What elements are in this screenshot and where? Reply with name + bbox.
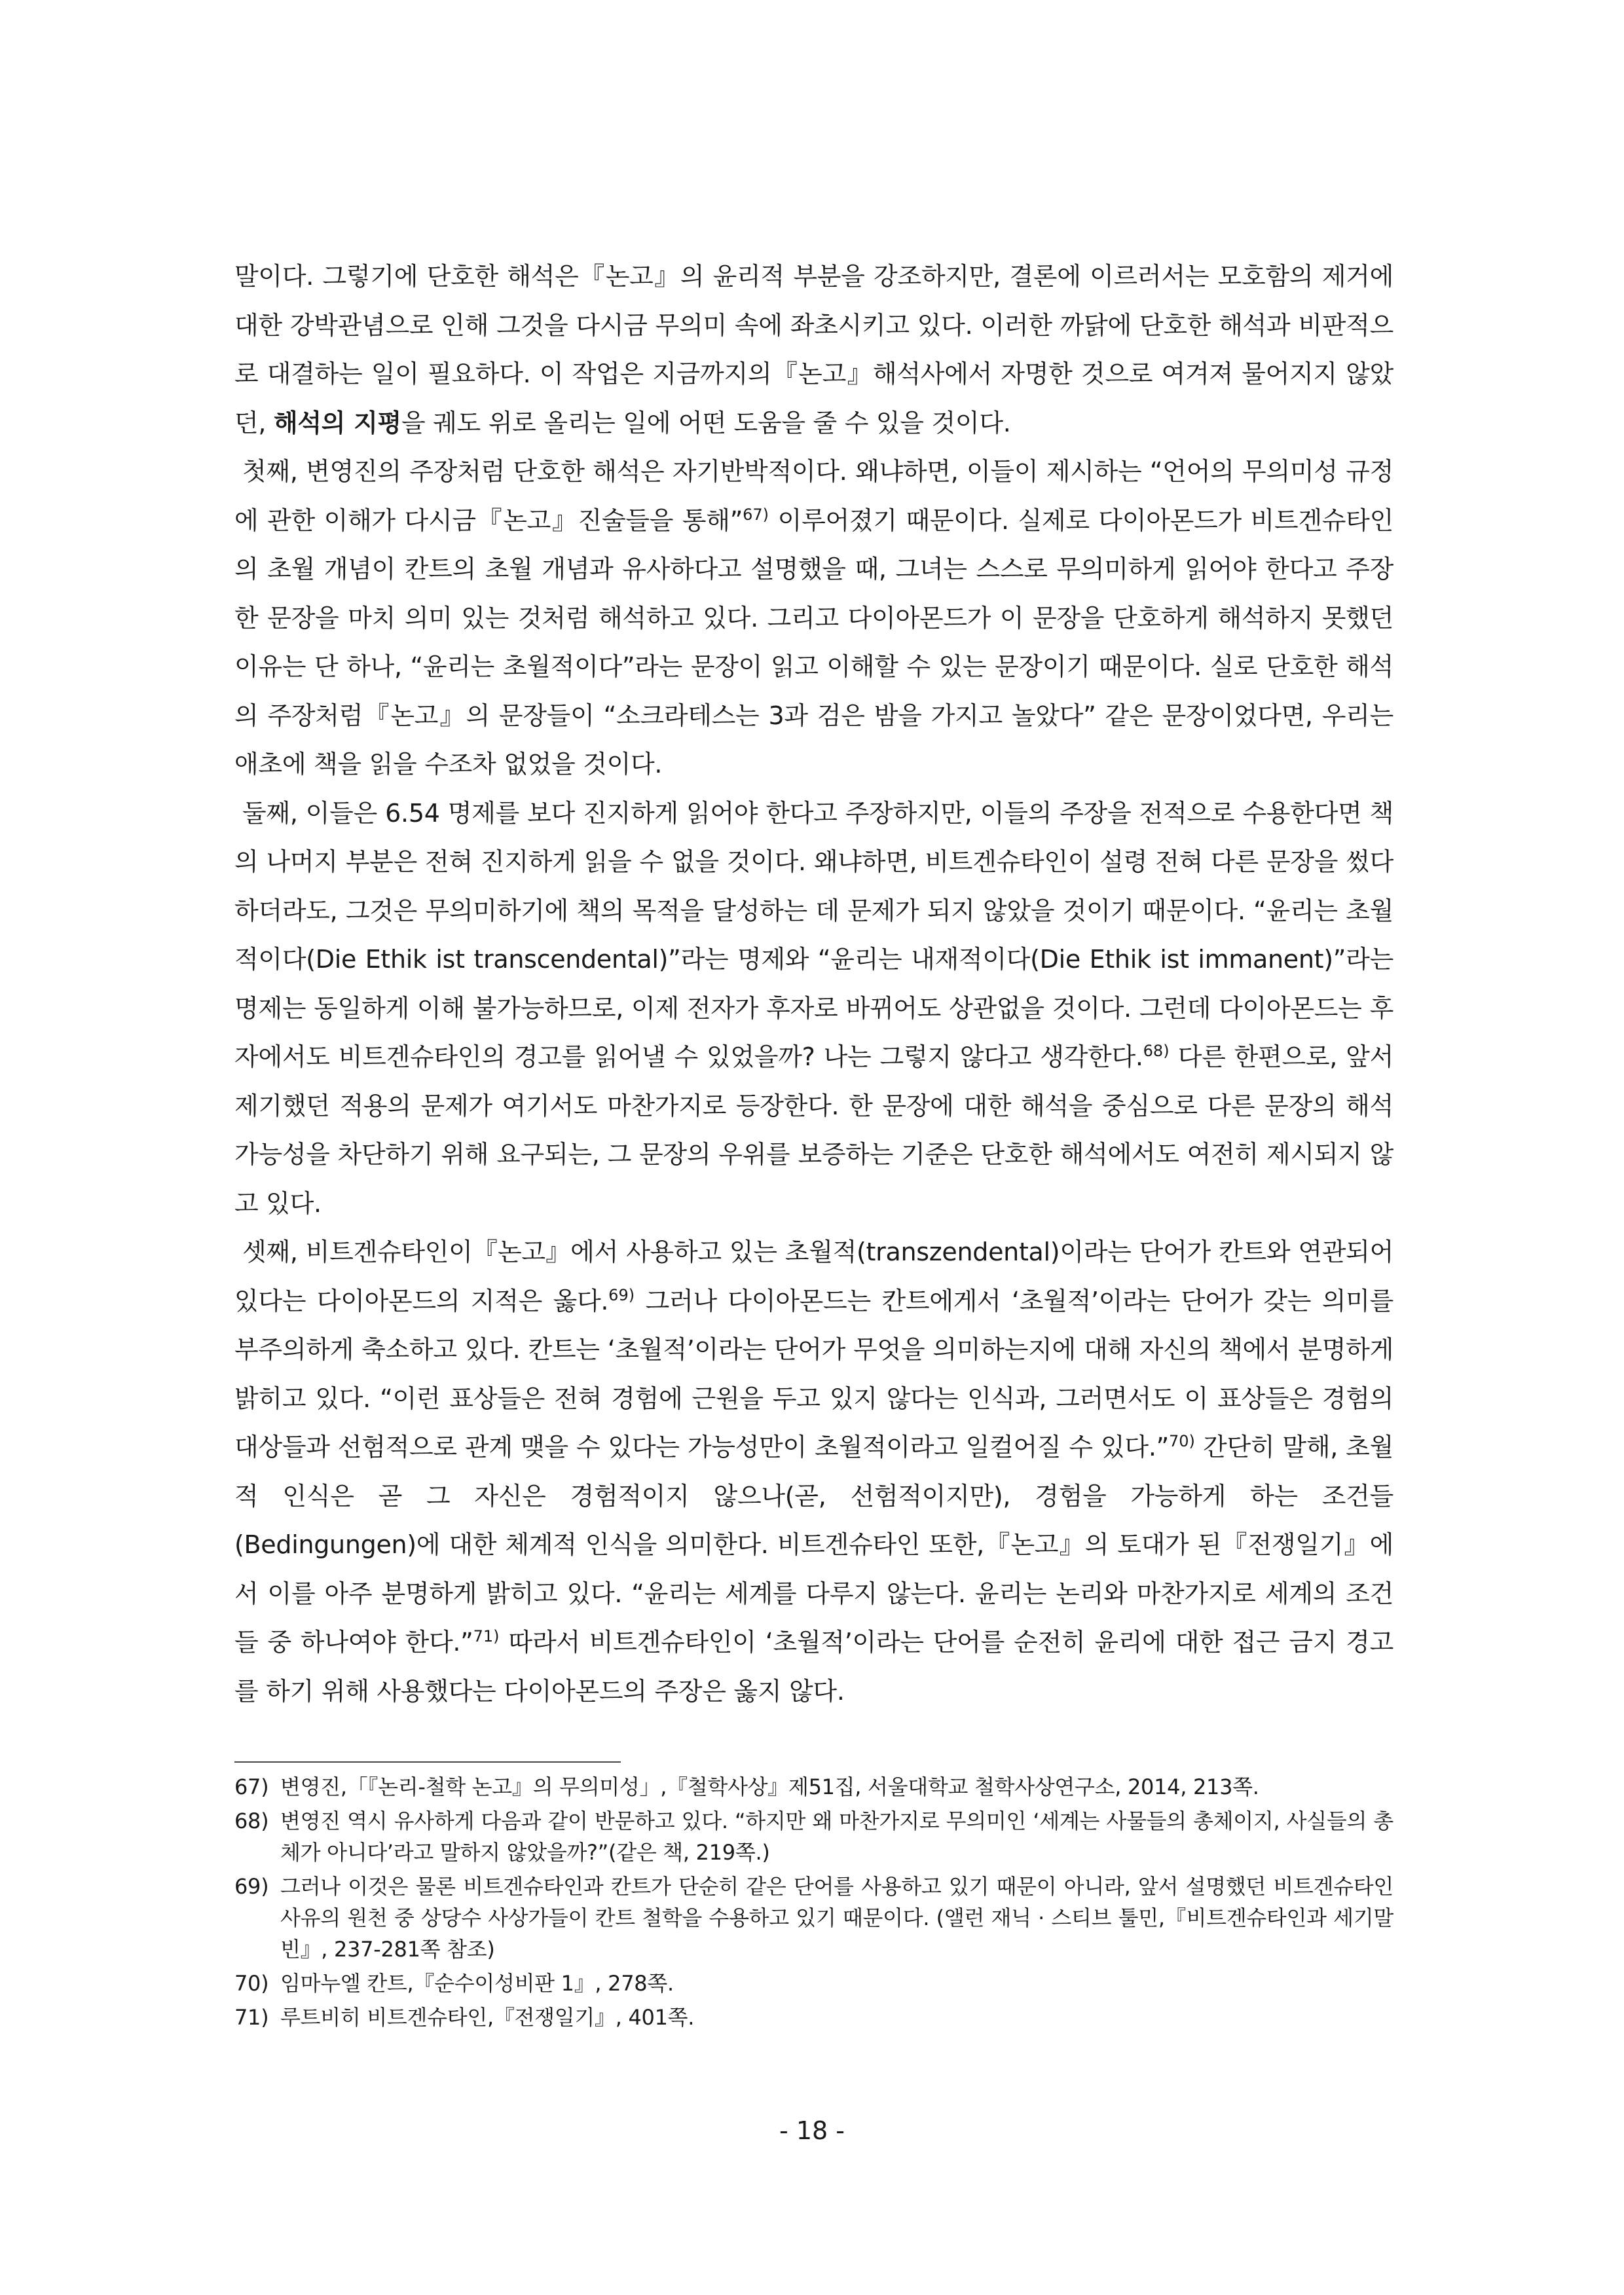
paragraph-second [234,789,1393,1228]
footnote-item [234,1968,1393,1999]
paragraph-intro [234,252,1393,447]
paragraph-text: 말이다. 그렇기에 단호한 해석은『논고』의 윤리적 부분을 강조하지만, 결론에 이르러서는 모호함의 제거에 대한 강박관념으로 인해 그것을 다시금 무의미 속에 좌초시키고 있다. 이러한 까닭에 단호한 해석과 비판적으로 대결하는 일이 필요하다. 이 작업은 지금까지의『논고』해석사에서 자명한 것으로 여겨져 물어지지 않았던, [234,262,1393,437]
paragraph-third [234,1228,1393,1716]
footnote-item [234,1805,1393,1868]
footnote-number: 70) [234,1971,269,1996]
footnote-item [234,1871,1393,1965]
footnote-text: 임마누엘 칸트,『순수이성비판 1』, 278쪽. [280,1971,674,1996]
footnote-ref[interactable]: 67) [743,505,769,524]
paragraph-text: 을 궤도 위로 올리는 일에 어떤 도움을 줄 수 있을 것이다. [401,408,1011,437]
body-text [234,252,1393,1716]
footnote-number: 69) [234,1874,269,1899]
footnote-divider [234,1761,621,1763]
footnote-text: 그러나 이것은 물론 비트겐슈타인과 칸트가 단순히 같은 단어를 사용하고 있기 때문이 아니라, 앞서 설명했던 비트겐슈타인 사유의 원천 중 상당수 사상가들이 칸트 철학을 수용하고 있기 때문이다. (앨런 재닉 · 스티브 툴민,『비트겐슈타인과 세기말 빈』, 237-281쪽 참조) [280,1874,1393,1962]
footnote-text: 변영진 역시 유사하게 다음과 같이 반문하고 있다. “하지만 왜 마찬가지로 무의미인 ‘세계는 사물들의 총체이지, 사실들의 총체가 아니다’라고 말하지 않았을까?”(같은 책, 219쪽.) [280,1808,1393,1865]
footnote-number: 71) [234,2005,269,2030]
paragraph-text: 첫째, 변영진의 주장처럼 단호한 해석은 자기반박적이다. 왜냐하면, 이들이 제시하는 “언어의 무의미성 규정에 관한 이해가 다시금『논고』진술들을 통해” [234,457,1393,535]
paragraph-text: 셋째, 비트겐슈타인이『논고』에서 사용하고 있는 초월적(transzendental)이라는 단어가 칸트와 연관되어 있다는 다이아몬드의 지적은 옳다. [234,1238,1393,1315]
footnote-number: 68) [234,1808,269,1833]
footnote-text: 변영진,「『논리-철학 논고』의 무의미성」,『철학사상』제51집, 서울대학교 철학사상연구소, 2014, 213쪽. [280,1774,1259,1799]
paragraph-text: 그러나 다이아몬드는 칸트에게서 ‘초월적’이라는 단어가 갖는 의미를 부주의하게 축소하고 있다. 칸트는 ‘초월적’이라는 단어가 무엇을 의미하는지에 대해 자신의 책에서 분명하게 밝히고 있다. “이런 표상들은 전혀 경험에 근원을 두고 있지 않다는 인식과, 그러면서도 이 표상들은 경험의 대상들과 선험적으로 관계 맺을 수 있다는 가능성만이 초월적이라고 일컬어질 수 있다.” [234,1286,1393,1461]
footnotes [234,1771,1393,2036]
emphasis-term: 해석의 지평 [273,408,401,437]
footnote-ref[interactable]: 69) [608,1285,635,1304]
paragraph-text: 둘째, 이들은 6.54 명제를 보다 진지하게 읽어야 한다고 주장하지만, 이들의 주장을 전적으로 수용한다면 책의 나머지 부분은 전혀 진지하게 읽을 수 없을 것이다. 왜냐하면, 비트겐슈타인이 설령 전혀 다른 문장을 썼다 하더라도, 그것은 무의미하기에 책의 목적을 달성하는 데 문제가 되지 않았을 것이기 때문이다. “윤리는 초월적이다(Die Ethik ist transcendental)”라는 명제와 “윤리는 내재적이다(Die Ethik ist immanent)”라는 명제는 동일하게 이해 불가능하므로, 이제 전자가 후자로 바뀌어도 상관없을 것이다. 그런데 다이아몬드는 후자에서도 비트겐슈타인의 경고를 읽어낼 수 있었을까? 나는 그렇지 않다고 생각한다. [234,798,1393,1071]
footnote-text: 루트비히 비트겐슈타인,『전쟁일기』, 401쪽. [280,2005,695,2030]
paragraph-first [234,447,1393,789]
footnote-ref[interactable]: 71) [473,1627,500,1645]
paragraph-text: 간단히 말해, 초월적 인식은 곧 그 자신은 경험적이지 않으나(곧, 선험적이지만), 경험을 가능하게 하는 조건들(Bedingungen)에 대한 체계적 인식을 의미한다. 비트겐슈타인 또한,『논고』의 토대가 된『전쟁일기』에서 이를 아주 분명하게 밝히고 있다. “윤리는 세계를 다루지 않는다. 윤리는 논리와 마찬가지로 세계의 조건들 중 하나여야 한다.” [234,1433,1393,1657]
footnote-ref[interactable]: 68) [1143,1042,1170,1060]
paragraph-text: 이루어졌기 때문이다. 실제로 다이아몬드가 비트겐슈타인의 초월 개념이 칸트의 초월 개념과 유사하다고 설명했을 때, 그녀는 스스로 무의미하게 읽어야 한다고 주장한 문장을 마치 의미 있는 것처럼 해석하고 있다. 그리고 다이아몬드가 이 문장을 단호하게 해석하지 못했던 이유는 단 하나, “윤리는 초월적이다”라는 문장이 읽고 이해할 수 있는 문장이기 때문이다. 실로 단호한 해석의 주장처럼『논고』의 문장들이 “소크라테스는 3과 검은 밤을 가지고 놀았다” 같은 문장이었다면, 우리는 애초에 책을 읽을 수조차 없었을 것이다. [234,505,1393,779]
paragraph-text: 다른 한편으로, 앞서 제기했던 적용의 문제가 여기서도 마찬가지로 등장한다. 한 문장에 대한 해석을 중심으로 다른 문장의 해석 가능성을 차단하기 위해 요구되는, 그 문장의 우위를 보증하는 기준은 단호한 해석에서도 여전히 제시되지 않고 있다. [234,1042,1393,1218]
paragraph-text: 따라서 비트겐슈타인이 ‘초월적’이라는 단어를 순전히 윤리에 대한 접근 금지 경고를 하기 위해 사용했다는 다이아몬드의 주장은 옳지 않다. [234,1628,1393,1706]
footnote-item [234,1771,1393,1803]
footnote-item [234,2002,1393,2033]
footnote-number: 67) [234,1774,269,1799]
footnote-ref[interactable]: 70) [1168,1432,1195,1450]
page-number: - 18 - [779,2116,845,2145]
